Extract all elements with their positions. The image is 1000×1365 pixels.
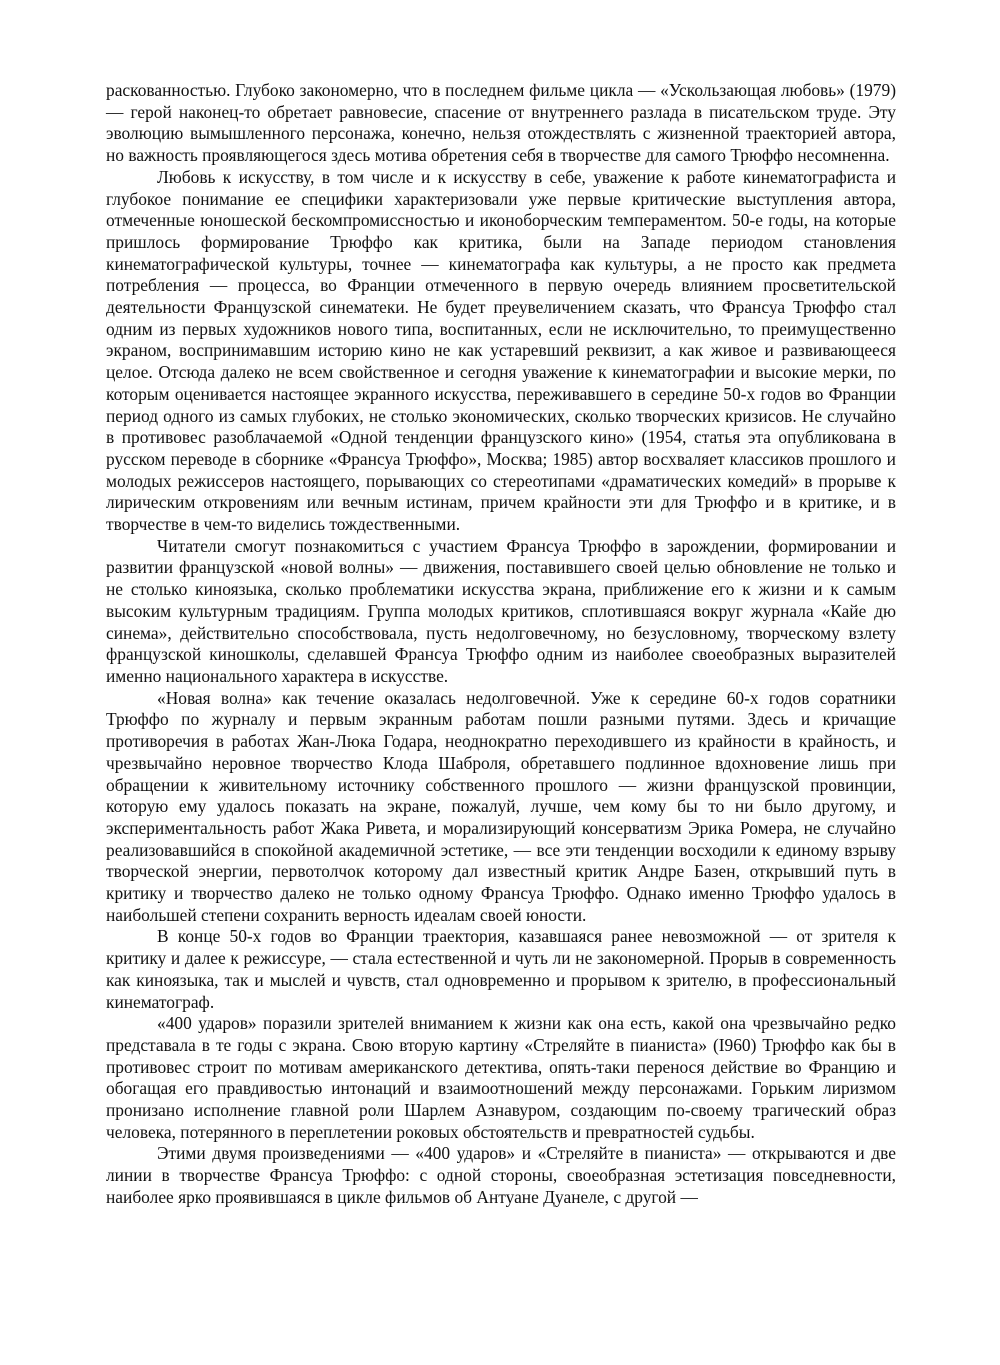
paragraph-4: «Новая волна» как течение оказалась недолговечной. Уже к середине 60-х годов соратники Трюффо по журналу и первым экранным работам пошли разными путями. Здесь и кричащие противоречия в работах Жан-Люка Годара, неоднократно переходившего из крайности в крайность, и чрезвычайно неровное творчество Клода Шаброля, обретавшего подлинное вдохновение лишь при обращении к живительному источнику собственного прошлого — жизни французской провинции, которую ему удалось показать на экране, пожалуй, лучше, чем кому бы то ни было другому, и экспериментальность работ Жака Ривета, и морализирующий консерватизм Эрика Ромера, не случайно реализовавшийся в спокойной академичной эстетике, — все эти тенденции восходили к единому взрыву творческой энергии, первотолчок которому дал известный критик Андре Базен, открывший путь в критику и творчество далеко не только одному Франсуа Трюффо. Однако именно Трюффо удалось в наибольшей степени сохранить верность идеалам своей юности. <box>106 687 896 925</box>
paragraph-6: «400 ударов» поразили зрителей вниманием к жизни как она есть, какой она чрезвычайно редко представала в те годы с экрана. Свою вторую картину «Стреляйте в пианиста» (I960) Трюффо как бы в противовес строит по мотивам американского детектива, опять-таки перенося действие во Францию и обогащая его правдивостью интонаций и взаимоотношений между персонажами. Горьким лиризмом пронизано исполнение главной роли Шарлем Азнавуром, создающим по-своему трагический образ человека, потерянного в переплетении роковых обстоятельств и превратностей судьбы. <box>106 1013 896 1142</box>
paragraph-7: Этими двумя произведениями — «400 ударов» и «Стреляйте в пианиста» — открываются и две линии в творчестве Франсуа Трюффо: с одной стороны, своеобразная эстетизация повседневности, наиболее ярко проявившаяся в цикле фильмов об Антуане Дуанеле, с другой — <box>106 1143 896 1207</box>
paragraph-5: В конце 50-х годов во Франции траектория, казавшаяся ранее невозможной — от зрителя к критику и далее к режиссуре, — стала естественной и чуть ли не закономерной. Прорыв в современность как киноязыка, так и мыслей и чувств, стал одновременно и прорывом к зрителю, в профессиональный кинематограф. <box>106 926 896 1012</box>
paragraph-3: Читатели смогут познакомиться с участием Франсуа Трюффо в зарождении, формировании и развитии французской «новой волны» — движения, поставившего своей целью обновление не только и не столько киноязыка, сколько проблематики искусства экрана, приближение его к жизни и к самым высоким культурным традициям. Группа молодых критиков, сплотившаяся вокруг журнала «Кайе дю синема», действительно способствовала, пусть недолговечному, но безусловному, творческому взлету французской киношколы, сделавшей Франсуа Трюффо одним из наиболее своеобразных выразителей именно национального характера в искусстве. <box>106 535 896 686</box>
paragraph-1: раскованностью. Глубоко закономерно, что в последнем фильме цикла — «Ускользающая любовь» (1979) — герой наконец-то обретает равновесие, спасение от внутреннего разлада в писательском труде. Эту эволюцию вымышленного персонажа, конечно, нельзя отождествлять с жизненной траекторией автора, но важность проявляющегося здесь мотива обретения себя в творчестве для самого Трюффо несомненна. <box>106 80 896 166</box>
document-page <box>106 80 896 1209</box>
paragraph-2: Любовь к искусству, в том числе и к искусству в себе, уважение к работе кинематографиста и глубокое понимание ее специфики характеризовали уже первые критические выступления автора, отмеченные юношеской бескомпромиссностью и иконоборческим темпераментом. 50-е годы, на которые пришлось формирование Трюффо как критика, были на Западе периодом становления кинематографической культуры, точнее — кинематографа как культуры, а не просто как предмета потребления — процесса, во Франции отмеченного в первую очередь влиянием просветительской деятельности Французской синематеки. Не будет преувеличением сказать, что Франсуа Трюффо стал одним из первых художников нового типа, воспитанных, если не исключительно, то преимущественно экраном, воспринимавшим историю кино не как устаревший реквизит, а как живое и развивающееся целое. Отсюда далеко не всем свойственное и сегодня уважение к кинематографии и высокие мерки, по которым оценивается настоящее экранного искусства, переживавшего в середине 50-х годов во Франции период одного из самых глубоких, не столько экономических, сколько творческих кризисов. Не случайно в противовес разоблачаемой «Одной тенденции французского кино» (1954, статья эта опубликована в русском переводе в сборнике «Франсуа Трюффо», Москва; 1985) автор восхваляет классиков прошлого и молодых режиссеров настоящего, порывающих со стереотипами «драматических комедий» в прорыве к лирическим откровениям или вечным истинам, причем крайности эти для Трюффо и в критике, и в творчестве в чем-то виделись тождественными. <box>106 166 896 535</box>
